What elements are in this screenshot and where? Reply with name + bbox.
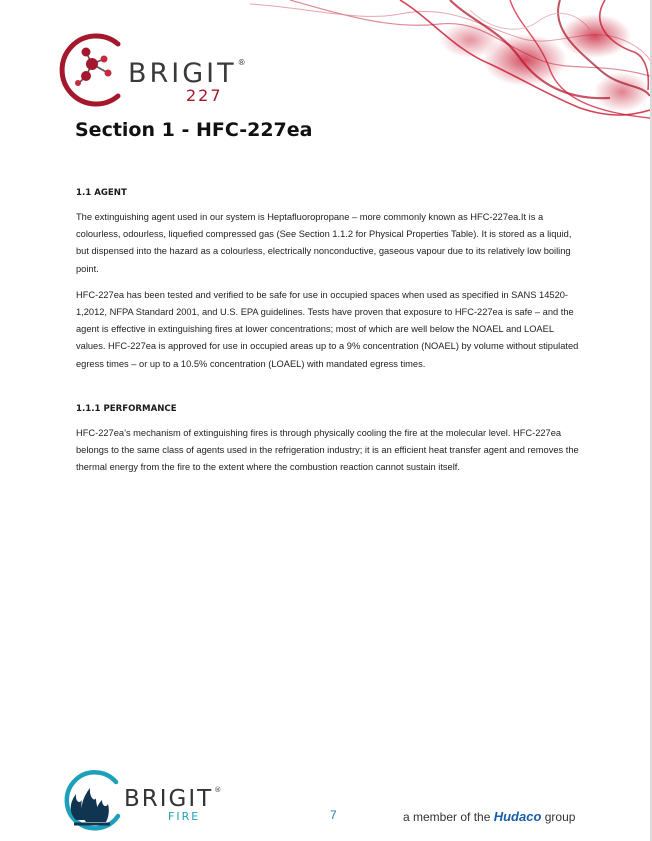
- page-number: 7: [330, 808, 337, 822]
- brigit-227-logo: [58, 32, 298, 112]
- logo-code: 227: [186, 86, 223, 105]
- logo-wordmark: BRIGIT®: [128, 58, 246, 89]
- molecule-icon: [58, 32, 124, 108]
- hudaco-logo: Hudaco: [493, 809, 542, 824]
- document-body: [76, 188, 580, 485]
- footer-logo-subtitle: FIRE: [168, 810, 201, 823]
- footer-logo-wordmark: BRIGIT®: [124, 786, 222, 812]
- flame-icon: [62, 768, 124, 832]
- agent-paragraph-2: HFC-227ea has been tested and verified to be safe for use in occupied spaces when used as specified in SANS 14520-1,2012, NFPA Standard 2001, and U.S. EPA guidelines. Tests have proven that exposure to HFC-227ea is safe – and the agent is effective in extinguishing fires at lower concentrations; most of which are well below the NOAEL and LOAEL values. HFC-227ea is approved for use in occupied areas up to a 9% concentration (NOAEL) by volume without stipulated egress times – or up to a 10.5% concentration (LOAEL) with mandated egress times.: [76, 289, 579, 369]
- brigit-fire-logo: [62, 768, 262, 832]
- spacer: [76, 382, 580, 404]
- red-smoke-image: [250, 0, 650, 120]
- agent-heading: 1.1 AGENT: [76, 188, 127, 198]
- section-title: Section 1 - HFC-227ea: [75, 119, 313, 141]
- performance-paragraph-1: HFC-227ea’s mechanism of extinguishing fires is through physically cooling the fire at the molecular level. HFC-227ea belongs to the same class of agents used in the refrigeration industry; it is an efficient heat transfer agent and removes the thermal energy from the fire to the extent where the combustion reaction cannot sustain itself.: [76, 427, 579, 473]
- agent-paragraph-1: The extinguishing agent used in our system is Heptafluoropropane – more commonly known as HFC-227ea.It is a colourless, odourless, liquefied compressed gas (See Section 1.1.2 for Physical Properties Table). It is stored as a liquid, but dispensed into the hazard as a colourless, electrically nonconductive, gaseous vapour due to its relatively low boiling point.: [76, 212, 572, 274]
- member-of-hudaco: a member of the Hudaco group: [403, 809, 576, 824]
- performance-heading: 1.1.1 PERFORMANCE: [76, 403, 177, 414]
